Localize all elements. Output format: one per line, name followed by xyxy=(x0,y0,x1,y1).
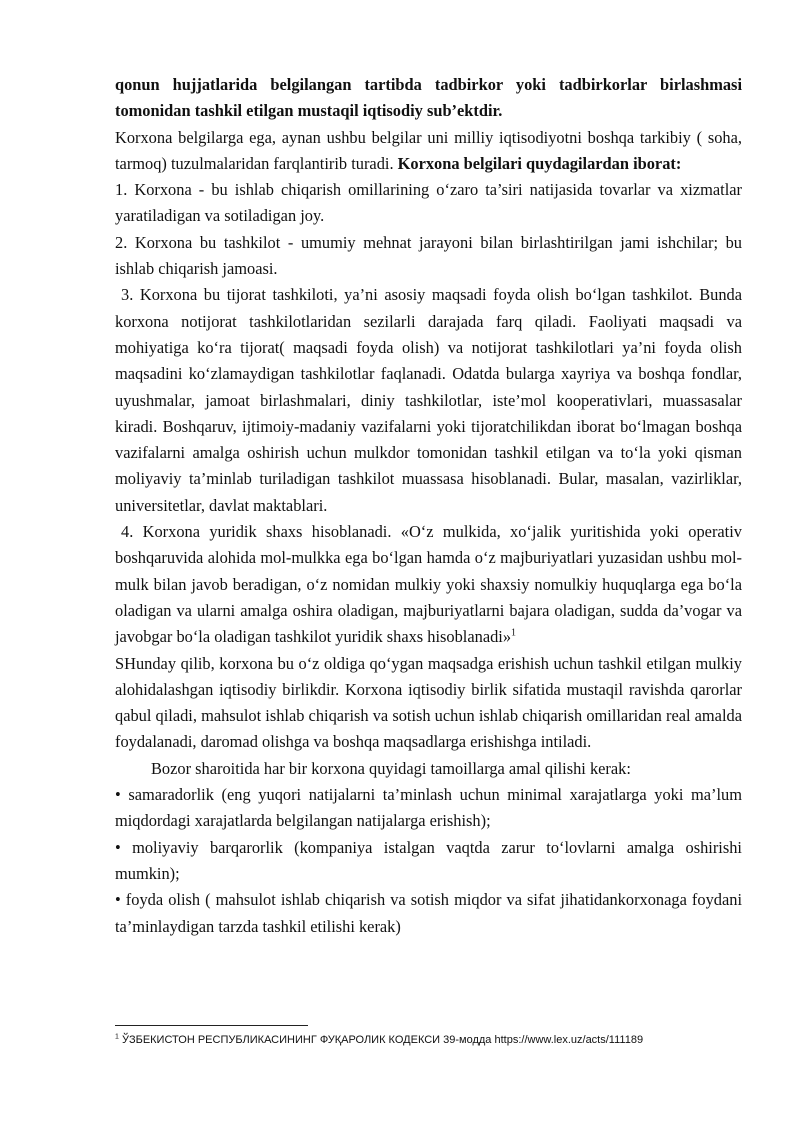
list-item-3: 3. Korxona bu tijorat tashkiloti, ya’ni asosiy maqsadi foyda olish bo‘lgan tashkilot. Bunda korxona notijorat tashkilotlaridan sezilarli darajada farq qiladi. Faoliyati maqsadi va mohiyatiga ko‘ra tijorat( maqsadi foyda olish) va notijorat tashkilotlari ya’ni foyda olish maqsadini ko‘zlamaydigan tashkilotlar faqlanadi. Odatda bularga xayriya va boshqa fondlar, uyushmalar, jamoat birlashmalari, diniy tashkilotlar, iste’mol kooperativlari, muassasalar kiradi. Boshqaruv, ijtimoiy-madaniy vazifalarni yoki tijoratchilikdan iborat bo‘lmagan boshqa vazifalarni amalga oshirish uchun mulkdor tomonidan tashkil etilgan va to‘la yoki qisman moliyaviy ta’minlab turiladigan tashkilot muassasa hisoblanadi. Bular, masalan, vazirliklar, universitetlar, davlat maktablari. xyxy=(115,285,742,515)
definition-text: qonun hujjatlarida belgilangan tartibda tadbirkor yoki tadbirkorlar birlashmasi tomonidan tashkil etilgan mustaqil iqtisodiy sub’ektdir. xyxy=(115,75,742,121)
paragraph-definition xyxy=(115,72,742,125)
bullet-efficiency: • samaradorlik (eng yuqori natijalarni ta’minlash uchun minimal xarajatlarga yoki ma’lum miqdordagi xarajatlarda belgilangan natijalarga erishish); xyxy=(115,785,742,831)
footnote xyxy=(115,1033,755,1047)
footnote-reference[interactable]: 1 xyxy=(511,627,517,639)
paragraph-summary: SHunday qilib, korxona bu o‘z oldiga qo‘ygan maqsadga erishish uchun tashkil etilgan mulkiy alohidalashgan iqtisodiy birlikdir. Korxona iqtisodiy birlik sifatida mustaqil ravishda qarorlar qabul qiladi, mahsulot ishlab chiqarish va sotish uchun ishlab chiqarish omillaridan real amalda foydalanadi, daromad olishga va boshqa maqsadlarga erishishga intiladi. xyxy=(115,653,742,752)
list-item-4-text: 4. Korxona yuridik shaxs hisoblanadi. «O‘z mulkida, xo‘jalik yuritishida yoki operativ boshqaruvida alohida mol-mulkka ega bo‘lgan hamda o‘z majburiyatlari yuzasidan ushbu mol-mulk bilan javob beradigan, o‘z nomidan mulkiy yoki shaxsiy nomulkiy huquqlarga ega bo‘la oladigan va ularni amalga oshira oladigan, majburiyatlarni bajara oladigan, sudda da’vogar va javobgar bo‘la oladigan tashkilot yuridik shaxs hisoblanadi» xyxy=(115,522,742,647)
bullet-profit: • foyda olish ( mahsulot ishlab chiqarish va sotish miqdor va sifat jihatidankorxonaga foydani ta’minlaydigan tarzda tashkil etilishi kerak) xyxy=(115,890,742,936)
list-item-4 xyxy=(115,519,742,650)
list-item-1: 1. Korxona - bu ishlab chiqarish omillarining o‘zaro ta’siri natijasida tovarlar va xizmatlar yaratiladigan va sotiladigan joy. xyxy=(115,180,742,226)
features-intro-text: Korxona belgilarga ega, aynan ushbu belgilar uni milliy iqtisodiyotni boshqa tarkibiy ( soha, tarmoq) tuzulmalaridan farqlantirib turadi. xyxy=(115,127,742,173)
features-heading: Korxona belgilari quydagilardan iborat: xyxy=(397,153,682,173)
bullet-financial-stability: • moliyaviy barqarorlik (kompaniya istalgan vaqtda zarur to‘lovlarni amalga oshirishi mumkin); xyxy=(115,837,742,883)
paragraph-market-principles: Bozor sharoitida har bir korxona quyidagi tamoillarga amal qilishi kerak: xyxy=(151,758,631,778)
list-item-2: 2. Korxona bu tashkilot - umumiy mehnat jarayoni bilan birlashtirilgan jami ishchilar; bu ishlab chiqarish jamoasi. xyxy=(115,232,742,279)
paragraph-features-intro xyxy=(115,125,742,178)
footnote-divider xyxy=(115,1025,308,1026)
footnote-text: ЎЗБЕКИСТОН РЕСПУБЛИКАСИНИНГ ФУҚАРОЛИК КОДЕКСИ 39-модда https://www.lex.uz/acts/111189 xyxy=(118,1034,644,1046)
footnote-marker: 1 xyxy=(115,1033,119,1041)
document-body xyxy=(115,72,742,940)
